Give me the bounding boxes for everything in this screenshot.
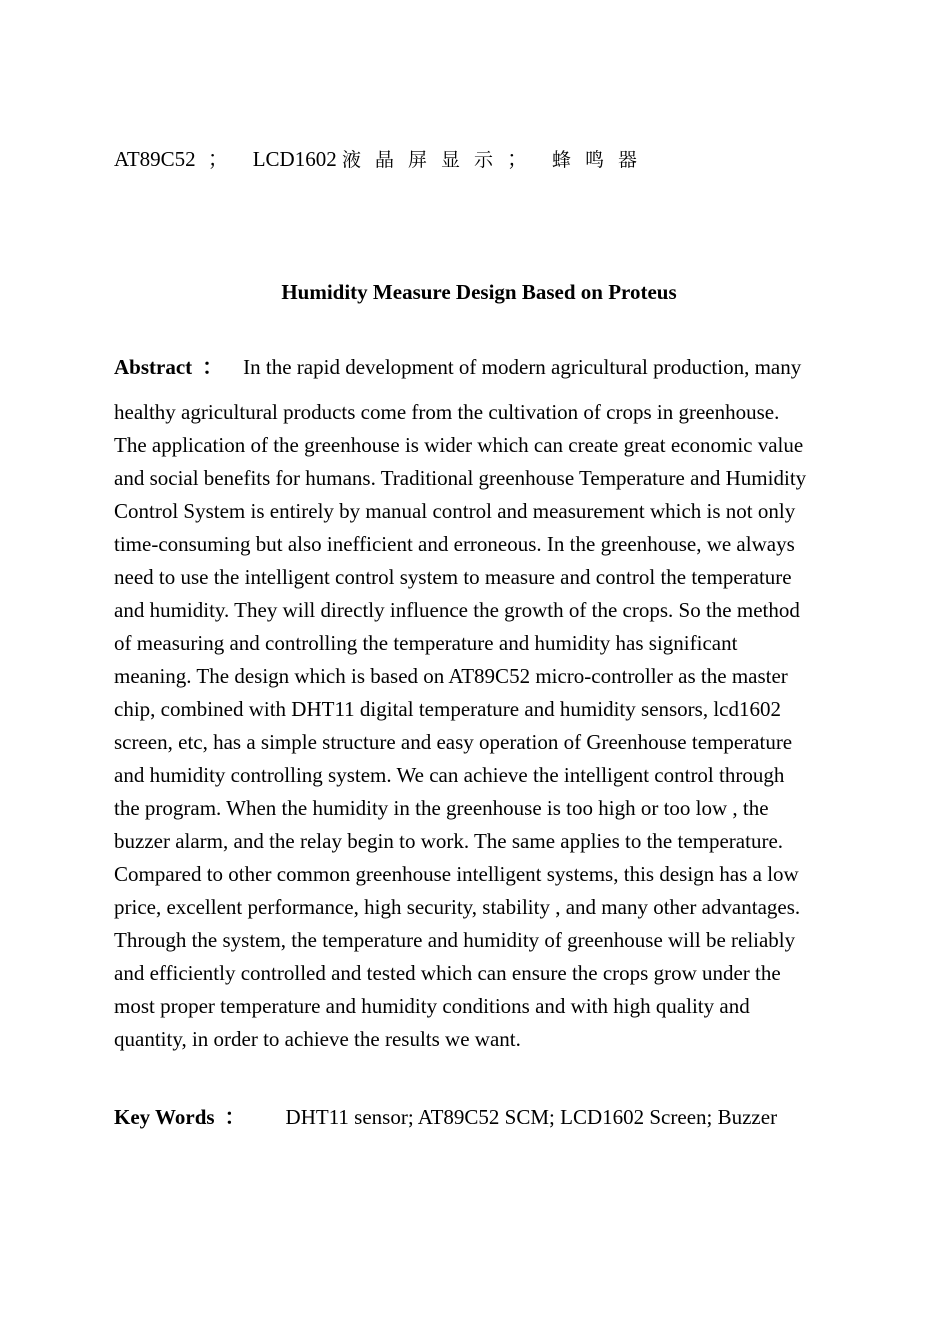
separator: ； [207,147,229,171]
abstract-colon: ： [202,355,224,379]
abstract-line: chip, combined with DHT11 digital temperature and humidity sensors, lcd1602 [114,697,782,721]
abstract-line: and social benefits for humans. Traditional greenhouse Temperature and Humidity [114,466,807,490]
abstract-line: screen, etc, has a simple structure and easy operation of Greenhouse temperature [114,730,793,754]
chinese-keywords [114,143,651,173]
abstract-text: In the rapid development of modern agricultural production, many [243,355,802,379]
keyword: LCD1602 [252,147,337,171]
keywords-text: DHT11 sensor; AT89C52 SCM; LCD1602 Screen; Buzzer [285,1105,778,1129]
abstract-line: The application of the greenhouse is wider which can create great economic value [114,433,804,457]
abstract-line: quantity, in order to achieve the results we want. [114,1027,521,1051]
abstract-line: meaning. The design which is based on AT89C52 micro-controller as the master [114,664,788,688]
abstract-line: the program. When the humidity in the greenhouse is too high or too low , the [114,796,769,820]
abstract-line: price, excellent performance, high security, stability , and many other advantages. [114,895,801,919]
keywords-label: Key Words [114,1105,215,1129]
abstract-line: and humidity controlling system. We can achieve the intelligent control through [114,763,785,787]
keyword: AT89C52 [114,147,196,171]
abstract-line: healthy agricultural products come from the cultivation of crops in greenhouse. [114,400,780,424]
abstract-line: buzzer alarm, and the relay begin to work. The same applies to the temperature. [114,829,784,853]
abstract-line: and humidity. They will directly influence the growth of the crops. So the method [114,598,800,622]
abstract-first-line [114,351,801,381]
keywords-colon: ： [224,1105,246,1129]
abstract-line: Control System is entirely by manual control and measurement which is not only [114,499,796,523]
abstract-line: time-consuming but also inefficient and erroneous. In the greenhouse, we always [114,532,795,556]
keyword: 蜂鸣器 [551,149,651,171]
abstract-line: and efficiently controlled and tested which can ensure the crops grow under the [114,961,781,985]
english-keywords [114,1101,777,1131]
paper-title: Humidity Measure Design Based on Proteus [281,280,677,304]
abstract-line: Through the system, the temperature and humidity of greenhouse will be reliably [114,928,796,952]
abstract-line: need to use the intelligent control system to measure and control the temperature [114,565,792,589]
abstract-body [114,396,806,1056]
abstract-line: of measuring and controlling the temperature and humidity has significant [114,631,738,655]
separator: ； [506,147,528,171]
keyword: 液晶屏显示 [341,149,507,171]
abstract-label: Abstract [114,355,193,379]
abstract-line: most proper temperature and humidity conditions and with high quality and [114,994,750,1018]
abstract-line: Compared to other common greenhouse intelligent systems, this design has a low [114,862,799,886]
